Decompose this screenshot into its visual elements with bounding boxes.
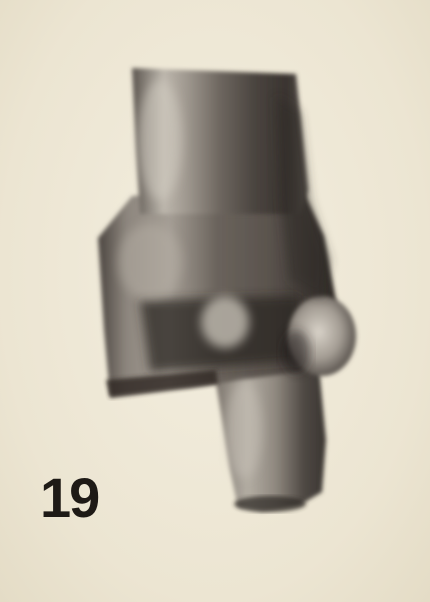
figure-number-label: 19 (40, 466, 99, 529)
specimen-leg-base-shadow (234, 496, 306, 512)
specimen-highlight-left (138, 80, 182, 200)
specimen-highlight-body (118, 224, 182, 300)
specimen-highlight-leg (226, 382, 262, 478)
specimen-knob-shadow (282, 330, 310, 374)
specimen-highlight-center (201, 296, 249, 348)
